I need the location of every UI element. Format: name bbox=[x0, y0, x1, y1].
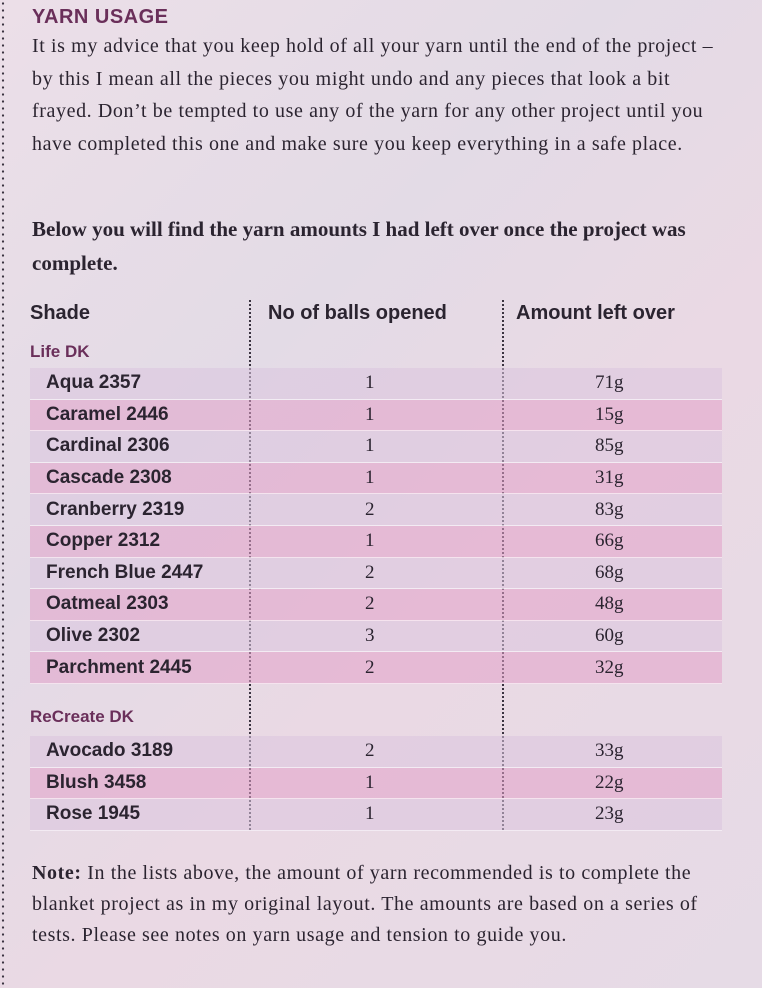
balls-opened-cell: 2 bbox=[365, 561, 375, 583]
shade-cell: Caramel 2446 bbox=[46, 403, 169, 425]
table-row bbox=[30, 526, 722, 558]
shade-cell: Blush 3458 bbox=[46, 771, 147, 793]
yarn-table-recreate-dk bbox=[30, 736, 722, 831]
balls-opened-cell: 1 bbox=[365, 467, 375, 489]
table-row bbox=[30, 494, 722, 526]
shade-cell: French Blue 2447 bbox=[46, 561, 204, 583]
balls-opened-cell: 2 bbox=[365, 498, 375, 520]
group-label-life-dk: Life DK bbox=[30, 342, 90, 361]
amount-left-over-cell: 71g bbox=[595, 372, 624, 394]
table-row bbox=[30, 558, 722, 590]
column-header-shade: Shade bbox=[30, 302, 91, 324]
balls-opened-cell: 2 bbox=[365, 593, 375, 615]
table-row bbox=[30, 400, 722, 432]
balls-opened-cell: 1 bbox=[365, 803, 375, 825]
column-header-balls: No of balls opened bbox=[268, 302, 447, 324]
table-row bbox=[30, 463, 722, 495]
amount-left-over-cell: 15g bbox=[595, 403, 624, 425]
balls-opened-cell: 1 bbox=[365, 435, 375, 457]
amount-left-over-cell: 31g bbox=[595, 467, 624, 489]
shade-cell: Cascade 2308 bbox=[46, 467, 172, 489]
shade-cell: Rose 1945 bbox=[46, 803, 141, 825]
column-header-left-over: Amount left over bbox=[516, 302, 675, 324]
amount-left-over-cell: 68g bbox=[595, 561, 624, 583]
note-paragraph bbox=[32, 858, 722, 951]
shade-cell: Parchment 2445 bbox=[46, 656, 192, 678]
shade-cell: Cardinal 2306 bbox=[46, 435, 170, 457]
table-row bbox=[30, 652, 722, 684]
table-row bbox=[30, 431, 722, 463]
balls-opened-cell: 2 bbox=[365, 656, 375, 678]
amount-left-over-cell: 60g bbox=[595, 625, 624, 647]
balls-opened-cell: 2 bbox=[365, 740, 375, 762]
amount-left-over-cell: 83g bbox=[595, 498, 624, 520]
lead-paragraph: Below you will find the yarn amounts I had left over once the project was complete. bbox=[32, 217, 686, 275]
balls-opened-cell: 3 bbox=[365, 625, 375, 647]
yarn-table-life-dk bbox=[30, 368, 722, 684]
table-row bbox=[30, 621, 722, 653]
balls-opened-cell: 1 bbox=[365, 771, 375, 793]
group-label-recreate-dk: ReCreate DK bbox=[30, 707, 134, 726]
amount-left-over-cell: 48g bbox=[595, 593, 624, 615]
amount-left-over-cell: 32g bbox=[595, 656, 624, 678]
note-label: Note: bbox=[32, 862, 82, 884]
amount-left-over-cell: 33g bbox=[595, 740, 624, 762]
amount-left-over-cell: 85g bbox=[595, 435, 624, 457]
shade-cell: Avocado 3189 bbox=[46, 740, 174, 762]
intro-paragraph: It is my advice that you keep hold of all your yarn until the end of the project – by this I mean all the pieces you might undo and any pieces that look a bit frayed. Don’t be tempted to use any of the yarn for any other project until you have completed this one and make sure you keep everything in a safe place. bbox=[32, 35, 714, 155]
shade-cell: Aqua 2357 bbox=[46, 372, 142, 394]
amount-left-over-cell: 66g bbox=[595, 530, 624, 552]
amount-left-over-cell: 23g bbox=[595, 803, 624, 825]
section-heading: YARN USAGE bbox=[32, 6, 169, 28]
shade-cell: Cranberry 2319 bbox=[46, 498, 185, 520]
balls-opened-cell: 1 bbox=[365, 403, 375, 425]
balls-opened-cell: 1 bbox=[365, 372, 375, 394]
shade-cell: Olive 2302 bbox=[46, 625, 141, 647]
table-row bbox=[30, 768, 722, 800]
shade-cell: Oatmeal 2303 bbox=[46, 593, 169, 615]
balls-opened-cell: 1 bbox=[365, 530, 375, 552]
page-edge-dots bbox=[0, 0, 6, 988]
table-row bbox=[30, 736, 722, 768]
table-row bbox=[30, 589, 722, 621]
shade-cell: Copper 2312 bbox=[46, 530, 161, 552]
table-row bbox=[30, 799, 722, 831]
amount-left-over-cell: 22g bbox=[595, 771, 624, 793]
note-text: In the lists above, the amount of yarn recommended is to complete the blanket project as in my original layout. The amounts are based on a series of tests. Please see notes on yarn usage and tension to guide you. bbox=[32, 862, 698, 946]
table-row bbox=[30, 368, 722, 400]
